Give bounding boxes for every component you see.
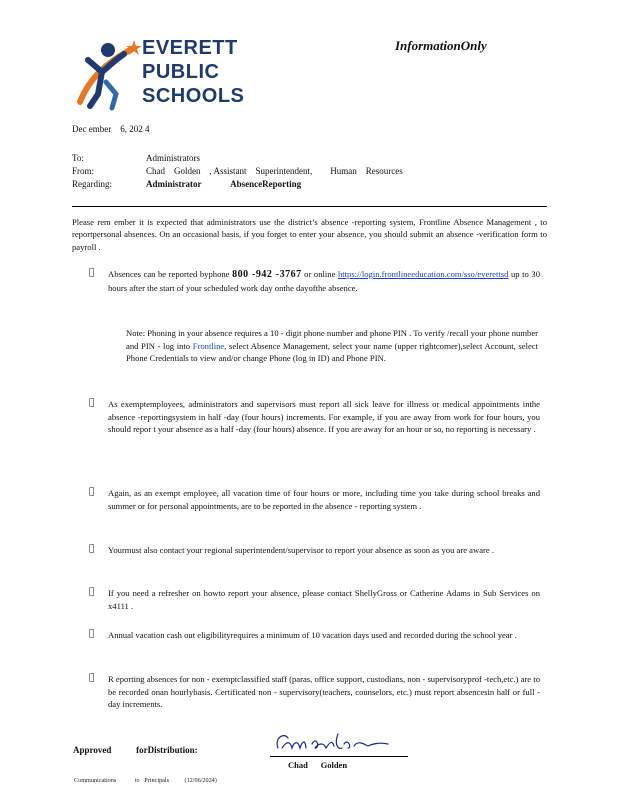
- from-label: From:: [72, 166, 95, 176]
- from-value: Chad Golden , Assistant Superintendent, Human Resources: [146, 166, 403, 176]
- bullet-icon: [89, 398, 94, 408]
- logo-line-schools: SCHOOLS: [142, 85, 245, 107]
- logo-line-public: PUBLIC: [142, 61, 220, 83]
- bullet-icon: [89, 587, 94, 597]
- item-phone-online: [108, 268, 540, 294]
- information-only-note: InformationOnly: [395, 38, 487, 53]
- bullet-icon: [89, 544, 94, 554]
- memo-date: Dec ember 6, 202 4: [72, 124, 150, 134]
- bullet-icon: [89, 673, 94, 683]
- item1-text-a: Absences can be reported byphone: [108, 269, 230, 279]
- item-non-exempt-reporting: R eporting absences for non - exemptclassified staff (paras, office support, custodians, non - supervisoryprof -tech,etc.) are to be recorded onan hourlybasis. Certificated non - supervisory(teachers, counselors, etc.) must report absencesin half or full -day increments.: [108, 674, 540, 709]
- bullet-icon: [89, 268, 94, 278]
- frontline-link[interactable]: Frontline: [192, 340, 225, 351]
- signer-name: Chad Golden: [288, 760, 348, 770]
- bullet-icon: [89, 487, 94, 497]
- item1-text-c: up to 30 hours after the start of your scheduled work day onthe dayofthe absence.: [108, 269, 540, 293]
- signature-line: [270, 756, 408, 757]
- logo-line-everett: EVERETT: [142, 37, 238, 59]
- item1-text-b: or online: [304, 269, 336, 279]
- item-refresher-contact: If you need a refresher on howto report your absence, please contact ShellyGross or Catherine Adams in Sub Services on x4111 .: [108, 588, 540, 611]
- distribution-footer: Communications to Principals (12/06/2024): [74, 777, 217, 784]
- header-divider: [72, 206, 547, 207]
- to-value: Administrators: [146, 153, 200, 163]
- regarding-label: Regarding:: [72, 179, 112, 189]
- frontline-login-link[interactable]: https://login.frontlineeducation.com/sso/everettsd: [337, 269, 509, 279]
- item-contact-supervisor: Yourmust also contact your regional superintendent/supervisor to report your absence as soon as you are aware .: [108, 545, 494, 555]
- intro-paragraph: Please rem ember it is expected that administrators use the district’s absence -reporting system, Frontline Absence Management , to reportpersonal absences. On an occasional basis, if you forget to enter your absence, you should submit an absence -verification form to payroll .: [72, 217, 547, 252]
- note-text-a: Note: Phoning in your absence requires a 10 - digit phone number and phone PIN . To verify /recall your phone number and PIN - log into: [126, 328, 538, 351]
- phone-pin-note: [126, 327, 538, 365]
- item-vacation-time: Again, as an exempt employee, all vacation time of four hours or more, including time you take during school breaks and summer or for personal appointments, are to be reported in the absence - reporting system .: [108, 488, 540, 511]
- district-logo: [72, 32, 257, 112]
- item-exempt-sick-leave: As exemptemployees, administrators and supervisors must report all sick leave for illness or medical appointments inthe absence -reportingsystem in half -day (four hours) increments. For example, if you are away from work for four hours, you should repor t your absence as a half -day (four hours) absence. If you are away for an hour or so, no reporting is necessary .: [108, 399, 540, 434]
- regarding-value: Administrator AbsenceReporting: [146, 179, 302, 189]
- signature-icon: [272, 728, 392, 756]
- approved-for-distribution: Approved forDistribution:: [73, 745, 198, 755]
- to-label: To:: [72, 153, 84, 163]
- figure-swoosh-icon: [72, 32, 144, 112]
- bullet-icon: [89, 629, 94, 639]
- note-text-b: , select Absence Management, select your name (upper rightcorner),select Account, select Phone Credentials to view and/or change Phone (log in ID) and Phone PIN.: [126, 340, 538, 363]
- phone-number: 800 -942 -3767: [232, 269, 302, 280]
- item-vacation-cashout: Annual vacation cash out eligibilityrequires a minimum of 10 vacation days used and recorded during the school year .: [108, 630, 517, 640]
